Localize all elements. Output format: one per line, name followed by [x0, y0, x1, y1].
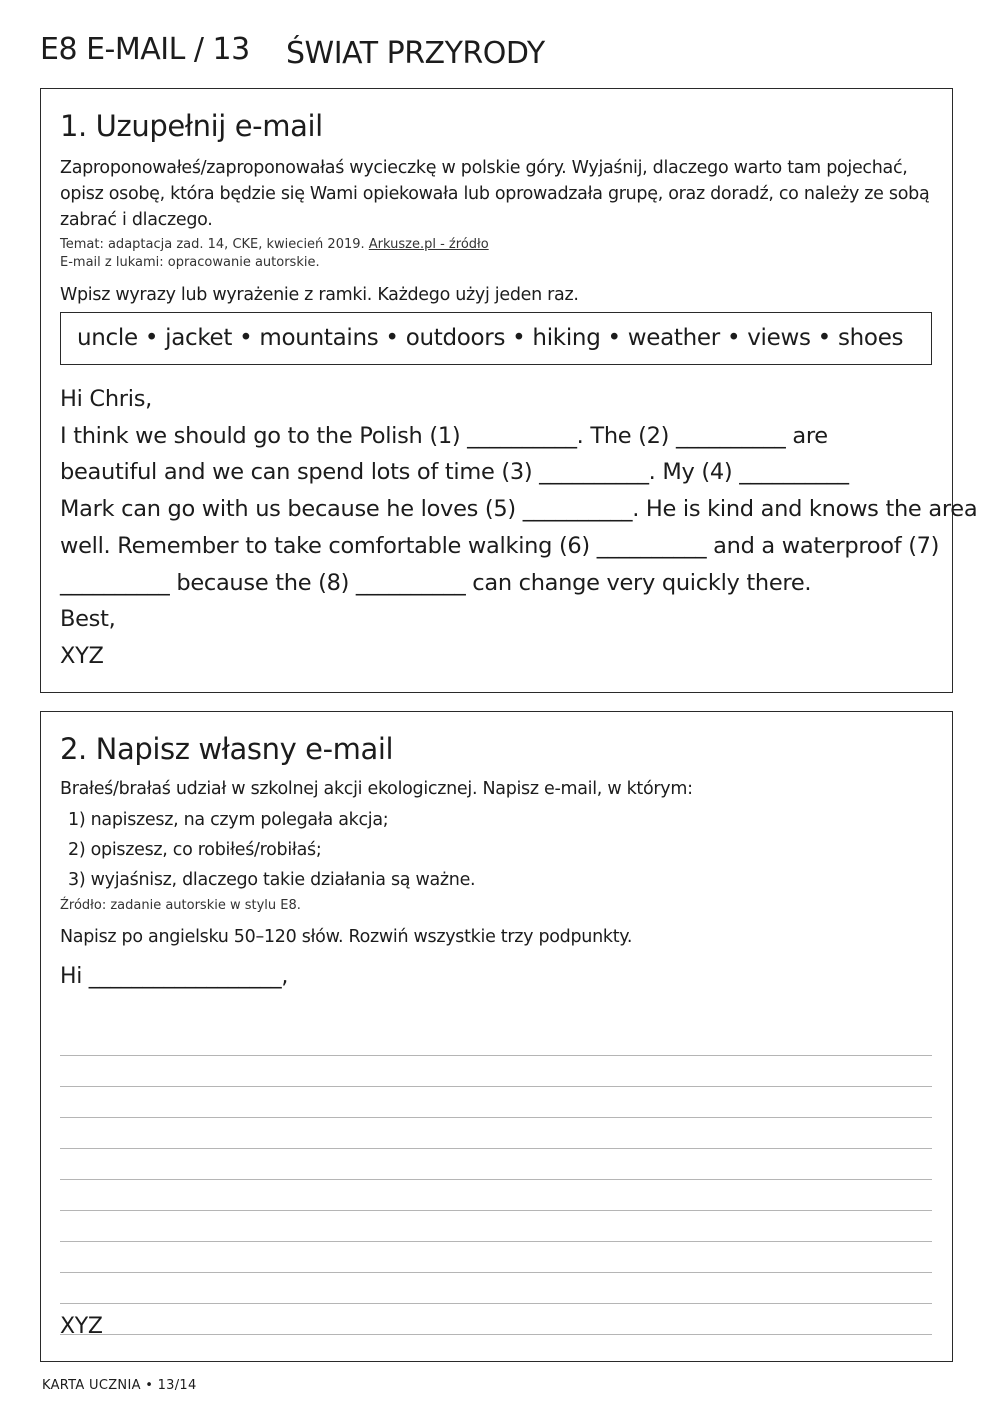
worksheet-topic: ŚWIAT PRZYRODY [286, 36, 545, 71]
email-line: Hi Chris, [60, 386, 152, 412]
email-line: __________ because the (8) __________ can change very quickly there. [60, 569, 812, 596]
page-footer: KARTA UCZNIA • 13/14 [42, 1378, 197, 1393]
task1-source-note: E-mail z lukami: opracowanie autorskie. [60, 255, 320, 270]
task2-heading: 2. Napisz własny e-mail [60, 732, 394, 766]
task2-greeting[interactable]: Hi __________________, [60, 964, 289, 989]
task1-instruction: Zaproponowałeś/zaproponowałaś wycieczkę w polskie góry. Wyjaśnij, dlaczego warto tam pojechać, opisz osobę, która będzie się Wami opiekowała lub oprowadzała grupę, oraz doradź, co należy ze sobą zabrać i dlaczego. [60, 158, 930, 230]
writing-line[interactable] [60, 1149, 932, 1180]
task2-point: 2) opiszesz, co robiłeś/robiłaś; [68, 840, 322, 860]
email-line: Best, [60, 606, 116, 633]
writing-line[interactable] [60, 1242, 932, 1273]
task1-box [40, 88, 978, 693]
writing-area[interactable] [60, 1025, 932, 1335]
task2-source: Źródło: zadanie autorskie w stylu E8. [60, 898, 301, 913]
email-line: I think we should go to the Polish (1) __________. The (2) __________ are [60, 422, 828, 449]
writing-line[interactable] [60, 1087, 932, 1118]
writing-line[interactable] [60, 1273, 932, 1304]
email-line: XYZ [60, 642, 104, 669]
email-line: beautiful and we can spend lots of time (3) __________. My (4) __________ [60, 459, 849, 486]
task2-instruction: Brałeś/brałaś udział w szkolnej akcji ekologicznej. Napisz e-mail, w którym: [60, 779, 693, 799]
task2-directive: Napisz po angielsku 50–120 słów. Rozwiń wszystkie trzy podpunkty. [60, 927, 633, 947]
word-bank-words: uncle • jacket • mountains • outdoors • hiking • weather • views • shoes [77, 325, 904, 351]
word-bank [60, 312, 932, 365]
task2-point: 3) wyjaśnisz, dlaczego takie działania są ważne. [68, 870, 476, 890]
task1-source-link[interactable]: Arkusze.pl - źródło [368, 237, 489, 252]
task1-directive: Wpisz wyrazy lub wyrażenie z ramki. Każdego użyj jeden raz. [60, 285, 579, 305]
writing-line[interactable] [60, 1025, 932, 1056]
worksheet-code: E8 E-MAIL / 13 [40, 32, 250, 67]
email-line: well. Remember to take comfortable walking (6) __________ and a waterproof (7) [60, 532, 940, 559]
email-line: Mark can go with us because he loves (5) __________. He is kind and knows the area [60, 496, 978, 523]
task1-heading: 1. Uzupełnij e-mail [60, 109, 323, 143]
task2-point: 1) napiszesz, na czym polegała akcja; [68, 810, 389, 830]
task2-points [68, 805, 475, 895]
writing-line[interactable] [60, 1180, 932, 1211]
writing-line[interactable] [60, 1304, 932, 1335]
writing-line[interactable] [60, 1118, 932, 1149]
task1-source-text: Temat: adaptacja zad. 14, CKE, kwiecień 2019. [60, 237, 365, 252]
task2-box [40, 711, 953, 1362]
task1-source [60, 236, 489, 254]
page-header [40, 32, 953, 82]
email-text [60, 381, 978, 675]
writing-line[interactable] [60, 1211, 932, 1242]
writing-line[interactable] [60, 1056, 932, 1087]
task2-signature: XYZ [60, 1314, 103, 1339]
